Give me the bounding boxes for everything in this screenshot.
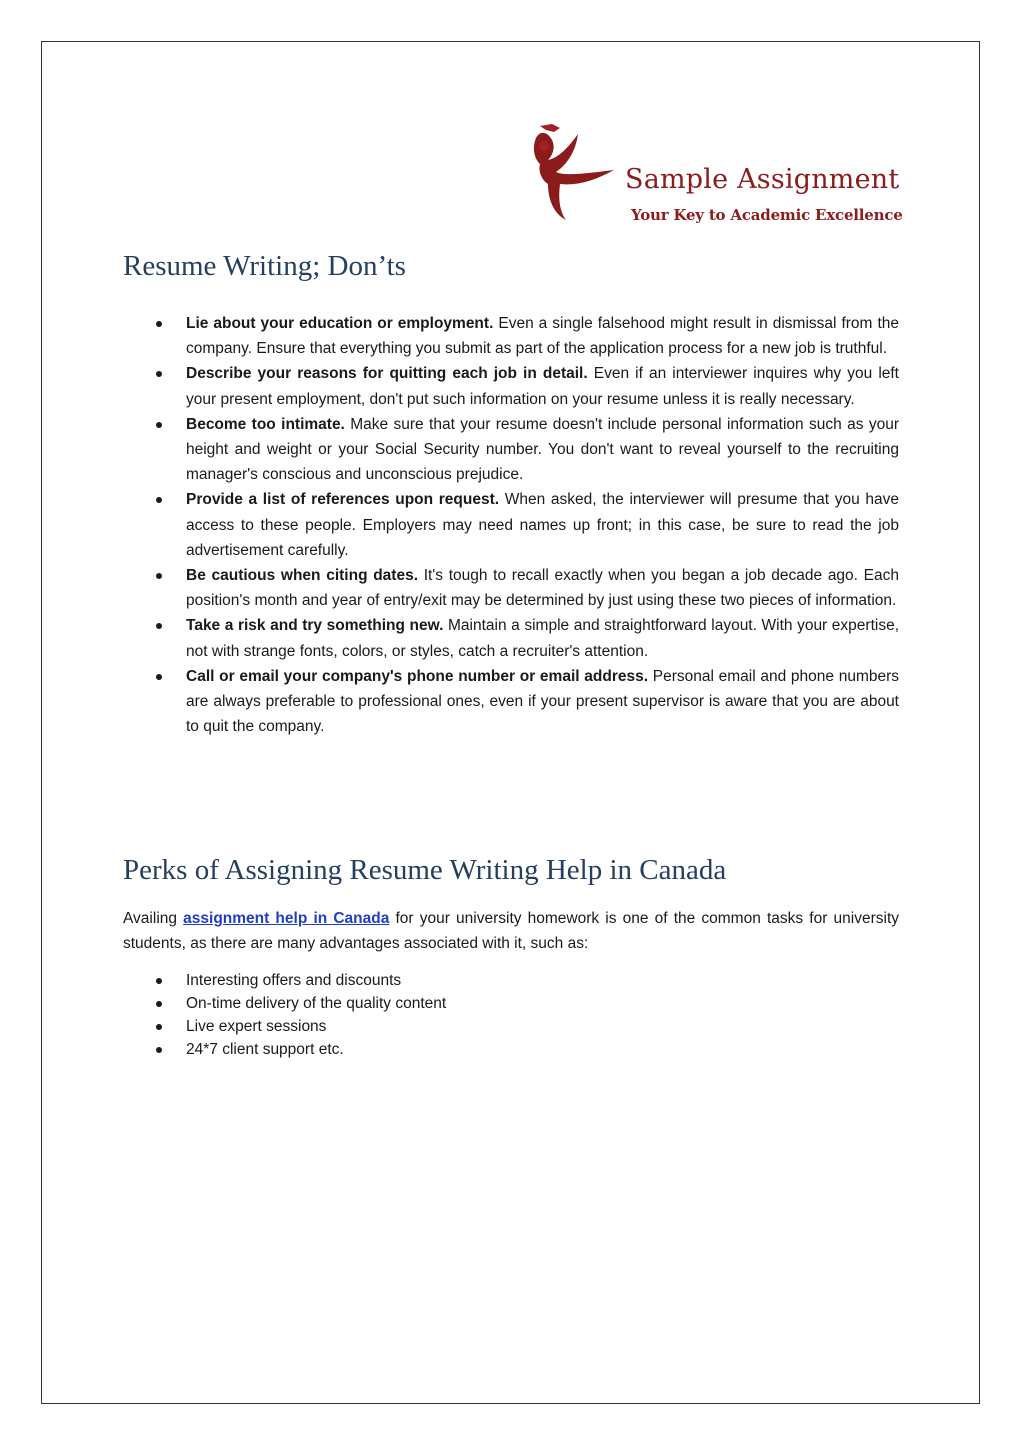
item-lead: Lie about your education or employment.	[186, 315, 494, 332]
intro-before: Availing	[123, 910, 184, 927]
bullet-dot-icon	[156, 978, 162, 984]
list-item	[123, 1015, 899, 1038]
heading-perks: Perks of Assigning Resume Writing Help in Canada	[123, 854, 727, 886]
item-text: Maintain a simple and straightforward layout. With your expertise, not with strange fonts, colors, or styles, catch a recruiter's attention.	[186, 617, 899, 660]
bullet-dot-icon	[156, 674, 162, 680]
item-lead: Become too intimate.	[186, 415, 345, 433]
bullet-dot-icon	[156, 497, 162, 503]
bullet-dot-icon	[156, 1047, 162, 1053]
item-text: Even a single falsehood might result in dismissal from the company. Ensure that everything you submit as part of the application process for a new job is truthful.	[186, 315, 899, 358]
list-item	[123, 311, 899, 361]
dancer-figure-icon	[530, 120, 625, 228]
perk-text: On-time delivery of the quality content	[186, 995, 447, 1012]
item-text: It's tough to recall exactly when you began a job decade ago. Each position's month and year of entry/exit may be determined by just using these two pieces of information.	[186, 567, 899, 610]
logo-title: Sample Assignment	[625, 164, 900, 195]
item-text: Personal email and phone numbers are always preferable to professional ones, even if your present supervisor is aware that you are about to quit the company.	[186, 667, 900, 736]
item-lead: Call or email your company's phone number or email address.	[186, 667, 649, 685]
bullet-dot-icon	[156, 1024, 162, 1030]
item-text: Make sure that your resume doesn't include personal information such as your height and weight or your Social Security number. You don't want to reveal yourself to the recruiting manager's conscious and unconscious prejudice.	[186, 415, 900, 484]
item-lead: Describe your reasons for quitting each job in detail.	[186, 365, 588, 383]
bullet-dot-icon	[156, 321, 162, 327]
logo-tagline: Your Key to Academic Excellence	[631, 206, 903, 224]
item-lead: Take a risk and try something new.	[186, 617, 444, 635]
bullet-dot-icon	[156, 623, 162, 629]
bullet-dot-icon	[156, 573, 162, 579]
list-item	[123, 664, 899, 740]
list-item	[123, 969, 899, 992]
perk-text: Live expert sessions	[186, 1018, 327, 1035]
list-item	[123, 487, 899, 563]
item-text: Even if an interviewer inquires why you left your present employment, don't put such information on your resume unless it is really necessary.	[186, 365, 899, 408]
assignment-help-link[interactable]: assignment help in Canada	[183, 910, 390, 927]
perks-intro	[123, 906, 899, 956]
list-item	[123, 992, 899, 1015]
perk-text: 24*7 client support etc.	[186, 1041, 344, 1058]
list-item	[123, 563, 899, 613]
list-item	[123, 1038, 899, 1061]
item-text: When asked, the interviewer will presume that you have access to these people. Employers may need names up front; in this case, be sure to read the job advertisement carefully.	[186, 491, 899, 559]
bullet-dot-icon	[156, 371, 162, 377]
bullet-dot-icon	[156, 1001, 162, 1007]
heading-donts: Resume Writing; Don’ts	[123, 250, 406, 282]
perk-text: Interesting offers and discounts	[186, 972, 402, 989]
perks-list	[123, 969, 899, 1061]
logo	[530, 120, 903, 228]
intro-after: for your university homework is one of the common tasks for university students, as there are many advantages associated with it, such as:	[123, 910, 900, 953]
donts-list	[123, 311, 899, 739]
bullet-dot-icon	[156, 422, 162, 428]
list-item	[123, 613, 899, 663]
list-item	[123, 412, 899, 488]
item-lead: Be cautious when citing dates.	[186, 567, 419, 585]
list-item	[123, 361, 899, 411]
item-lead: Provide a list of references upon request.	[186, 491, 500, 509]
